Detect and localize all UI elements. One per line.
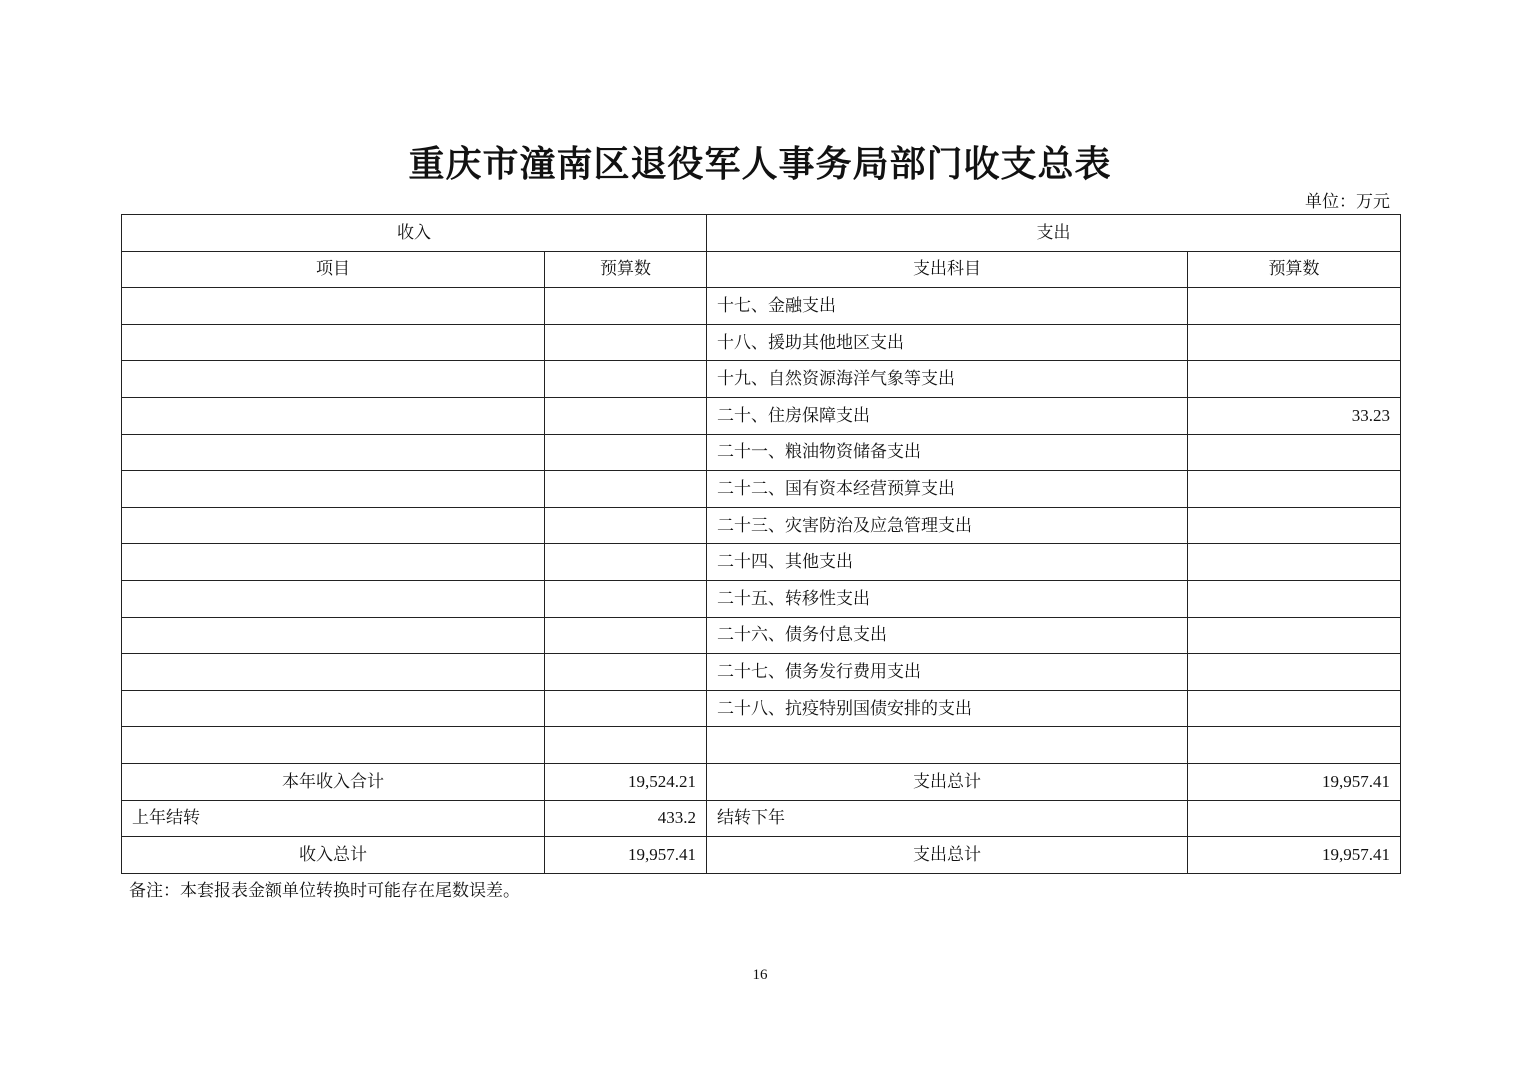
income-group-header: 收入 [122,215,707,252]
table-row [122,580,1401,617]
income-budget-cell [545,434,707,471]
table-row [122,434,1401,471]
expense-budget-cell [1188,324,1401,361]
expense-item-cell: 二十七、债务发行费用支出 [707,654,1188,691]
expense-budget-cell [1188,580,1401,617]
income-budget-cell [545,397,707,434]
carryover-row [122,800,1401,837]
expense-budget-cell [1188,507,1401,544]
table-row [122,507,1401,544]
income-item-cell [122,617,545,654]
year-income-total-label: 本年收入合计 [122,763,545,800]
carry-next-value [1188,800,1401,837]
expense-item-cell: 二十六、债务付息支出 [707,617,1188,654]
expense-total-value: 19,957.41 [1188,763,1401,800]
table-row [122,690,1401,727]
expense-budget-cell [1188,361,1401,398]
expense-item-header: 支出科目 [707,251,1188,288]
expense-item-cell: 二十四、其他支出 [707,544,1188,581]
table-row [122,397,1401,434]
expense-item-cell: 二十、住房保障支出 [707,397,1188,434]
expense-budget-cell: 33.23 [1188,397,1401,434]
income-item-cell [122,434,545,471]
expense-budget-cell [1188,544,1401,581]
expense-budget-cell [1188,434,1401,471]
table-row [122,471,1401,508]
expense-item-cell: 二十二、国有资本经营预算支出 [707,471,1188,508]
year-total-row [122,763,1401,800]
table-row [122,324,1401,361]
carry-next-label: 结转下年 [707,800,1188,837]
expense-budget-cell [1188,690,1401,727]
expense-group-header: 支出 [707,215,1401,252]
income-item-cell [122,507,545,544]
income-budget-cell [545,617,707,654]
income-item-cell [122,471,545,508]
income-budget-cell [545,544,707,581]
carryover-label: 上年结转 [122,800,545,837]
page-title: 重庆市潼南区退役军人事务局部门收支总表 [408,143,1112,185]
footnote: 备注：本套报表金额单位转换时可能存在尾数误差。 [129,881,520,901]
income-item-cell [122,654,545,691]
table-body [122,215,1401,874]
expense-budget-cell [1188,654,1401,691]
expense-item-cell: 十七、金融支出 [707,288,1188,325]
expense-budget-header: 预算数 [1188,251,1401,288]
income-budget-cell [545,361,707,398]
table-row [122,727,1401,764]
income-budget-header: 预算数 [545,251,707,288]
income-item-cell [122,690,545,727]
unit-label: 单位：万元 [1305,192,1390,212]
expense-grand-total-label: 支出总计 [707,837,1188,874]
expense-item-cell: 二十一、粮油物资储备支出 [707,434,1188,471]
table-row [122,654,1401,691]
expense-item-cell [707,727,1188,764]
income-item-cell [122,361,545,398]
income-item-cell [122,727,545,764]
income-item-cell [122,544,545,581]
expense-item-cell: 二十五、转移性支出 [707,580,1188,617]
income-budget-cell [545,471,707,508]
income-grand-total-label: 收入总计 [122,837,545,874]
table-row [122,288,1401,325]
table-row [122,544,1401,581]
income-item-header: 项目 [122,251,545,288]
column-header-row [122,251,1401,288]
expense-item-cell: 二十八、抗疫特别国债安排的支出 [707,690,1188,727]
table-row [122,617,1401,654]
expense-budget-cell [1188,617,1401,654]
group-header-row [122,215,1401,252]
expense-item-cell: 十九、自然资源海洋气象等支出 [707,361,1188,398]
income-budget-cell [545,580,707,617]
carryover-value: 433.2 [545,800,707,837]
expense-budget-cell [1188,288,1401,325]
income-budget-cell [545,727,707,764]
income-expense-table [121,214,1401,874]
expense-budget-cell [1188,471,1401,508]
income-item-cell [122,397,545,434]
expense-item-cell: 二十三、灾害防治及应急管理支出 [707,507,1188,544]
income-grand-total-value: 19,957.41 [545,837,707,874]
expense-item-cell: 十八、援助其他地区支出 [707,324,1188,361]
expense-budget-cell [1188,727,1401,764]
income-budget-cell [545,324,707,361]
income-item-cell [122,324,545,361]
income-budget-cell [545,507,707,544]
expense-grand-total-value: 19,957.41 [1188,837,1401,874]
income-item-cell [122,288,545,325]
grand-total-row [122,837,1401,874]
table-row [122,361,1401,398]
expense-total-label: 支出总计 [707,763,1188,800]
income-budget-cell [545,288,707,325]
income-budget-cell [545,654,707,691]
page-number: 16 [752,967,768,983]
income-budget-cell [545,690,707,727]
income-item-cell [122,580,545,617]
year-income-total-value: 19,524.21 [545,763,707,800]
